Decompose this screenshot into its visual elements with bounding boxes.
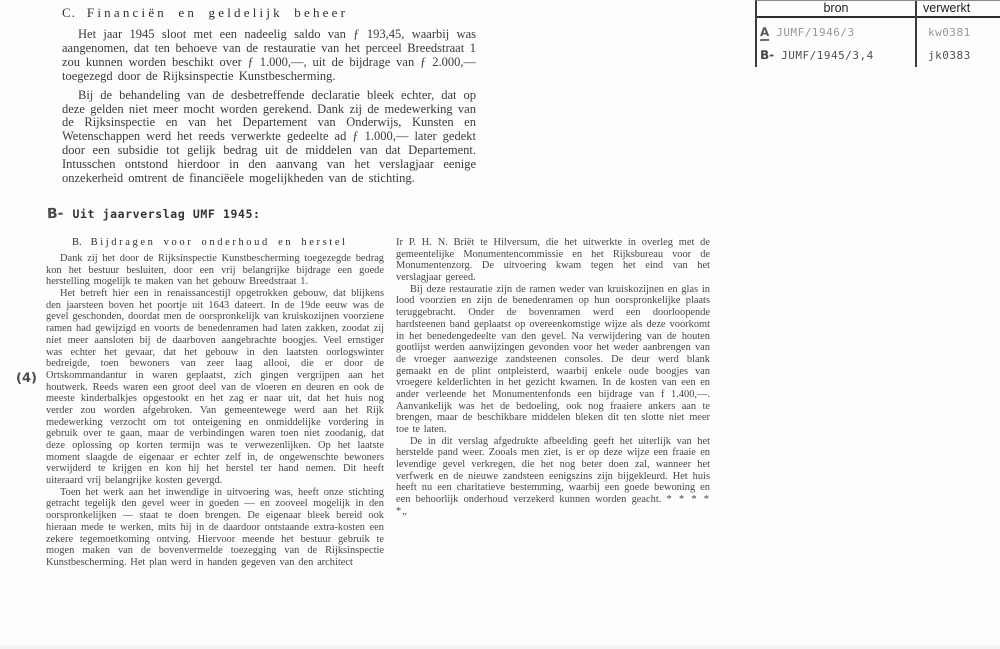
heading-text: Bijdragen voor onderhoud en herstel — [90, 237, 348, 248]
paragraph: Het jaar 1945 sloot met een nadeelig saldo van ƒ 193,45, waarbij was aangenomen, dat ten behoeve van de restauratie van het perceel Breedstraat 1 zou kunnen worden beschikt over ƒ 1.000,—, uit de bijdrage van ƒ 2.000,— toegezegd door de Rijksinspectie Kunstbescherming. — [62, 27, 476, 83]
table-header-bron: bron — [823, 1, 849, 15]
jaarverslag-label: Uit jaarverslag UMF 1945: — [72, 207, 261, 221]
bron-value: JUMF/1946/3 — [776, 26, 855, 39]
paragraph-text: De in dit verslag afgedrukte afbeelding geeft het uiterlijk van het herstelde pand weer. Zooals men ziet, is er op deze wijze een fraaie en levendige gevel verkregen, die het nog beter doen zal, wanneer het verfwerk en de nieuwe zandsteen eenigszins zijn bijgekleurd. Het huis heeft nu een charitatieve bestemming, waarbij een goede bewoning en een behoorlijk onderhoud verzekerd kunnen worden geacht. — [396, 435, 710, 506]
section-financien — [62, 5, 476, 186]
bron-value: JUMF/1945/3,4 — [781, 49, 874, 62]
verwerkt-cell: kw0381 — [928, 26, 971, 39]
handwritten-margin-note: (4) — [15, 370, 38, 387]
heading-text: Financiën en geldelijk beheer — [86, 5, 349, 20]
paragraph: Bij de behandeling van de desbetreffende declaratie bleek echter, dat op deze gelden niet meer mocht worden gerekend. Dank zij de medewerking van de Rijksinspectie en van het Departement van Onderwijs, Kunsten en Wetenschappen werd het reeds verwerkte gedeelte ad ƒ 1.000,— later gedekt door een subsidie tot gelijk bedrag uit de middelen van dat Departement. Intusschen ontstond hierdoor in den aanvang van het verslagjaar eenige onzekerheid omtrent de financiëele mogelijkheden van de stichting. — [62, 87, 476, 186]
jaarverslag-annotation — [47, 205, 261, 223]
paragraph: Ir P. H. N. Briët te Hilversum, die het uitwerkte in overleg met de gemeentelijke Monumentencommissie en het Rijksbureau voor de Monumentenzorg. De uitvoering kwam tegen het eind van het verslagjaar gereed. — [396, 237, 710, 284]
table-row — [757, 21, 1000, 41]
left-column — [46, 237, 384, 569]
table-header-row — [757, 1, 1000, 18]
heading-letter: B. — [72, 237, 82, 248]
heading-letter: C. — [62, 5, 76, 20]
table-row — [757, 44, 1000, 63]
paragraph: Toen het werk aan het inwendige in uitvoering was, heeft onze stichting getracht tegelijk den gevel weer in goeden — en zooveel mogelijk in den oorspronkelijken — staat te doen brengen. De eigenaar bleek bereid ook hieraan mede te werken, mits hij in de daardoor ontstaande extra-kosten een zekere tegemoetkoming ontving. Hiervoor meende het bestuur gebruik te mogen maken van de bovenvermelde toezegging van de Rijksinspectie Kunstbescherming. Het plan werd in handen gegeven van den architect — [46, 486, 384, 568]
bron-cell — [757, 44, 918, 63]
handwritten-b-mark: B- — [759, 47, 775, 63]
table-column-divider — [915, 1, 917, 67]
bron-cell — [757, 21, 918, 41]
paragraph: Dank zij het door de Rijksinspectie Kunstbescherming toegezegde bedrag kon het bestuur besluiten, door een vrij belangrijke bijdrage een goede herstelling mogelijk te maken van het gebouw Breedstraat 1. — [46, 253, 384, 288]
bron-verwerkt-table — [755, 0, 1000, 67]
right-column — [396, 237, 710, 518]
table-header-verwerkt: verwerkt — [923, 1, 971, 15]
section-heading-b — [46, 237, 384, 248]
paragraph — [396, 436, 710, 518]
end-of-text-marker: * * * * *„ — [396, 494, 710, 517]
handwritten-a-mark: A — [759, 24, 770, 40]
verwerkt-cell: jk0383 — [928, 49, 971, 62]
section-heading-c — [62, 5, 476, 21]
handwritten-b-mark: B- — [46, 205, 64, 223]
paragraph: Het betreft hier een in renaissancestijl opgetrokken gebouw, dat blijkens den jaarsteen boven het poortje uit 1643 dateert. In de 19de eeuw was de gevel geschonden, doordat men de oorspronkelijk van kruiskozijnen voorziene ramen had gewijzigd en voorts de benedenramen had laten zakken, zoodat zij niet meer aansloten bij de daarboven aangebrachte boogjes. Veel ernstiger was echter het gevaar, dat het gebouw in den laatsten oorlogswinter bedreigde, toen bewoners van zeer laag allooi, die er door de Ortskommandantur in waren geplaatst, zich gingen vergrijpen aan het houtwerk. Reeds waren een groot deel van de vloeren en deuren en ook de meeste kinderbalkjes opgestookt en het zag er naar uit, dat het huis nog verder zou worden afgebroken. Van gemeentewege werd aan het Rijk medewerking verzocht om tot onteigening en onmiddelijke vordering in gebruik over te gaan, maar de verbindingen waren toen niet zoodanig, dat deze oplossing op korten termijn was te verwezenlijken. Op het laatste moment slaagde de eigenaar er echter zelf in, de ongewenschte bewoners verwijderd te krijgen en kon hij het herstel ter hand nemen. Dit heeft uiteraard vrij belangrijke kosten gevergd. — [46, 288, 384, 487]
paragraph: Bij deze restauratie zijn de ramen weder van kruiskozijnen en glas in lood voorzien en zijn de benedenramen op hun oorspronkelijke plaats teruggebracht. Onder de bovenramen werd een doorloopende hardsteenen band geplaatst op overeenkomstige wijze als deze voorkomt in het benedengedeelte van den gevel. Na verwijdering van de houten gootlijst werden aanwijzingen gevonden voor het weder aanbrengen van de vroeger aanwezige zandsteenen consoles. De deur werd blank gemaakt en de plint ontpleisterd, waarbij enkele oude boogjes van vroegere kelderlichten in het gezicht kwamen. In de kosten van een en ander verleende het Monumentenfonds een bijdrage van f 1.400,—. Aanvankelijk was het de bedoeling, ook nog fraaiere ankers aan te brengen, maar de beschikbare middelen bleken dit ten slotte niet meer toe te laten. — [396, 283, 710, 435]
